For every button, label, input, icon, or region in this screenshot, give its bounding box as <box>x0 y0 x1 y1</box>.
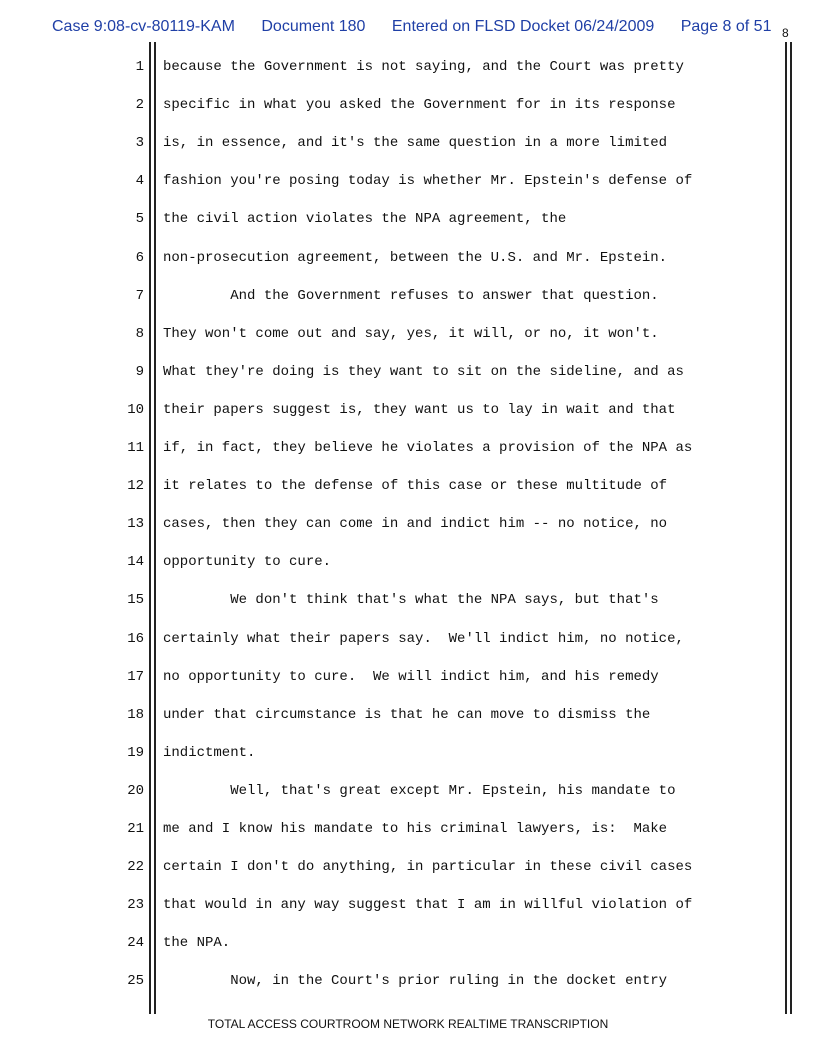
transcript-line: their papers suggest is, they want us to lay in wait and that <box>163 401 676 418</box>
transcript-line: because the Government is not saying, and the Court was pretty <box>163 59 684 75</box>
right-margin-rule-1 <box>785 42 787 1014</box>
line-number: 10 <box>127 401 144 418</box>
transcript-line: is, in essence, and it's the same question in a more limited <box>163 135 668 152</box>
line-number: 18 <box>127 706 144 723</box>
page-number: 8 <box>782 26 789 40</box>
transcript-line: certain I don't do anything, in particular in these civil cases <box>163 859 693 876</box>
transcript-line: me and I know his mandate to his criminal lawyers, is: Make <box>163 821 668 837</box>
transcript-line: that would in any way suggest that I am in willful violation of <box>163 897 693 914</box>
transcript-line: specific in what you asked the Government for in its response <box>163 97 676 114</box>
line-number: 20 <box>127 782 144 799</box>
transcript-line: fashion you're posing today is whether Mr. Epstein's defense of <box>163 173 693 190</box>
line-number: 9 <box>135 363 144 380</box>
page-count: Page 8 of 51 <box>680 18 772 35</box>
transcript-line: if, in fact, they believe he violates a provision of the NPA as <box>163 440 693 456</box>
line-number: 16 <box>127 630 144 647</box>
transcript-line: indictment. <box>163 744 256 761</box>
right-margin-rule-2 <box>790 42 792 1014</box>
line-number: 13 <box>127 516 144 533</box>
transcript-line: Well, that's great except Mr. Epstein, his mandate to <box>163 782 676 799</box>
left-margin-rule-1 <box>149 42 151 1014</box>
left-margin-rule-2 <box>154 42 156 1014</box>
line-number: 7 <box>135 287 144 304</box>
transcript-line: And the Government refuses to answer that question. <box>163 287 659 304</box>
line-number: 24 <box>127 935 144 952</box>
line-number: 5 <box>135 211 144 228</box>
transcript-line: Now, in the Court's prior ruling in the docket entry <box>163 973 668 990</box>
transcript-line: certainly what their papers say. We'll indict him, no notice, <box>163 630 684 647</box>
transcript-line: the civil action violates the NPA agreement, the <box>163 211 567 228</box>
line-number: 15 <box>127 592 144 609</box>
line-number: 17 <box>127 668 144 685</box>
line-number: 6 <box>135 249 144 266</box>
transcript-line: cases, then they can come in and indict him -- no notice, no <box>163 516 668 533</box>
line-number: 21 <box>127 821 144 837</box>
line-number: 1 <box>135 59 144 75</box>
docket-header <box>52 18 793 36</box>
line-number: 8 <box>135 325 144 342</box>
transcript-line: under that circumstance is that he can move to dismiss the <box>163 706 651 723</box>
transcript-line: no opportunity to cure. We will indict him, and his remedy <box>163 668 659 685</box>
line-number: 25 <box>127 973 144 990</box>
transcript-line: They won't come out and say, yes, it will, or no, it won't. <box>163 325 659 342</box>
case-number: Case 9:08-cv-80119-KAM <box>52 18 235 35</box>
line-number: 3 <box>135 135 144 152</box>
line-number: 19 <box>127 744 144 761</box>
line-number: 4 <box>135 173 144 190</box>
transcript-line: non-prosecution agreement, between the U.S. and Mr. Epstein. <box>163 249 668 266</box>
docket-entry-date: Entered on FLSD Docket 06/24/2009 <box>391 18 655 35</box>
document-number: Document 180 <box>261 18 366 35</box>
line-number: 11 <box>127 440 144 456</box>
transcript-line: it relates to the defense of this case or these multitude of <box>163 478 668 495</box>
transcript-line: What they're doing is they want to sit on the sideline, and as <box>163 363 684 380</box>
footer: TOTAL ACCESS COURTROOM NETWORK REALTIME TRANSCRIPTION <box>207 1017 609 1031</box>
transcript-line: opportunity to cure. <box>163 554 332 571</box>
line-number: 23 <box>127 897 144 914</box>
line-number: 14 <box>127 554 144 571</box>
transcript-line: We don't think that's what the NPA says, but that's <box>163 592 659 609</box>
line-number: 2 <box>135 97 144 114</box>
transcript-line: the NPA. <box>163 935 231 952</box>
line-number: 22 <box>127 859 144 876</box>
line-number: 12 <box>127 478 144 495</box>
